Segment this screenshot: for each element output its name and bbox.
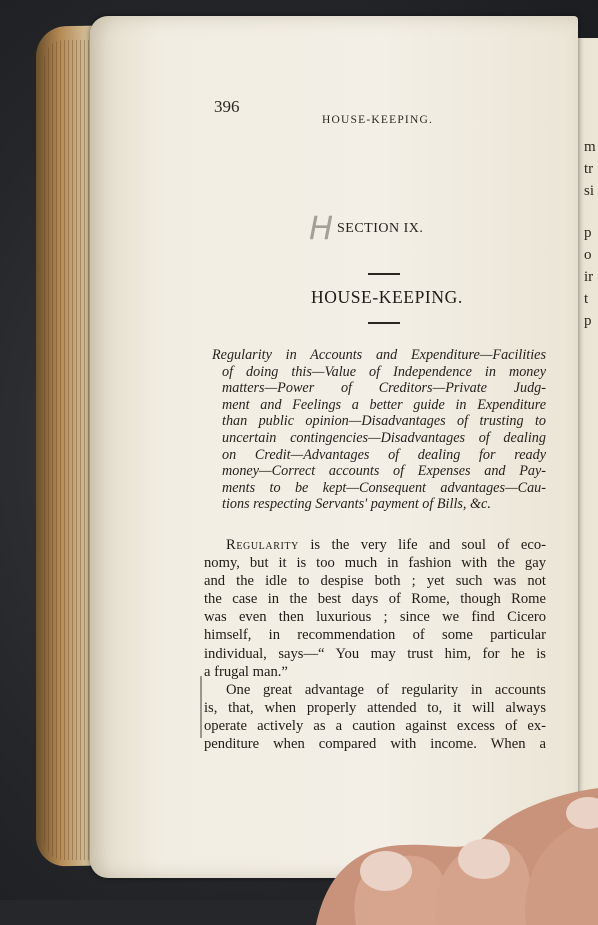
body-text	[204, 536, 546, 753]
facing-fragment: p	[584, 225, 592, 241]
synopsis-line: than public opinion—Disadvantages of trusting to	[222, 413, 546, 430]
facing-page-text	[584, 136, 598, 332]
synopsis-line: ments to be kept—Consequent advantages—Cau-	[222, 479, 546, 496]
pencil-margin-line	[200, 676, 202, 738]
section-label: SECTION IX.	[337, 221, 424, 236]
synopsis-line: tions respecting Servants' payment of Bills, &c.	[222, 496, 491, 513]
facing-fragment: ir	[584, 269, 594, 285]
hand-holding-book	[296, 785, 598, 925]
body-line: operate actively as a caution against excess of ex-	[204, 717, 546, 734]
body-line: a frugal man.”	[204, 663, 288, 680]
facing-fragment: p	[584, 313, 592, 329]
body-line-text: is the very life and soul of eco-	[298, 537, 546, 553]
synopsis-line: of doing this—Value of Independence in money	[222, 363, 546, 380]
facing-fragment: m	[584, 139, 596, 155]
lead-word: Regularity	[226, 537, 299, 553]
facing-fragment: t	[584, 291, 589, 307]
facing-fragment: tr	[584, 161, 594, 177]
synopsis-line: matters—Power of Creditors—Private Judg-	[222, 380, 546, 397]
synopsis-line: uncertain contingencies—Disadvantages of dealing	[222, 429, 546, 446]
synopsis-line: money—Correct accounts of Expenses and Pay-	[222, 463, 546, 480]
title-rule-top	[368, 273, 400, 275]
running-head: HOUSE-KEEPING.	[322, 114, 434, 126]
body-line: the case in the best days of Rome, though Rome	[204, 591, 546, 608]
body-line-first	[204, 536, 546, 554]
body-line: was even then luxurious ; since we find Cicero	[204, 609, 546, 626]
body-line: is, that, when properly attended to, it will always	[204, 699, 546, 716]
body-line: individual, says—“ You may trust him, for he is	[204, 645, 546, 662]
chapter-synopsis	[212, 347, 546, 513]
title-rule-bottom	[368, 322, 400, 324]
pencil-annotation: H	[309, 209, 334, 247]
page-number: 396	[214, 97, 240, 116]
synopsis-line: Regularity in Accounts and Expenditure—Facilities	[212, 347, 546, 363]
body-line: One great advantage of regularity in accounts	[226, 681, 546, 698]
body-line: himself, in recommendation of some particular	[204, 627, 546, 644]
facing-fragment: o	[584, 247, 592, 263]
body-line: nomy, but it is too much in fashion with the gay	[204, 555, 546, 572]
synopsis-line: ment and Feelings a better guide in Expenditure	[222, 396, 546, 413]
body-line: penditure when compared with income. When a	[204, 736, 546, 753]
synopsis-line: on Credit—Advantages of dealing for ready	[222, 446, 546, 463]
body-line: and the idle to despise both ; yet such was not	[204, 573, 546, 590]
facing-fragment: si	[584, 183, 595, 199]
chapter-title: HOUSE-KEEPING.	[311, 287, 463, 307]
